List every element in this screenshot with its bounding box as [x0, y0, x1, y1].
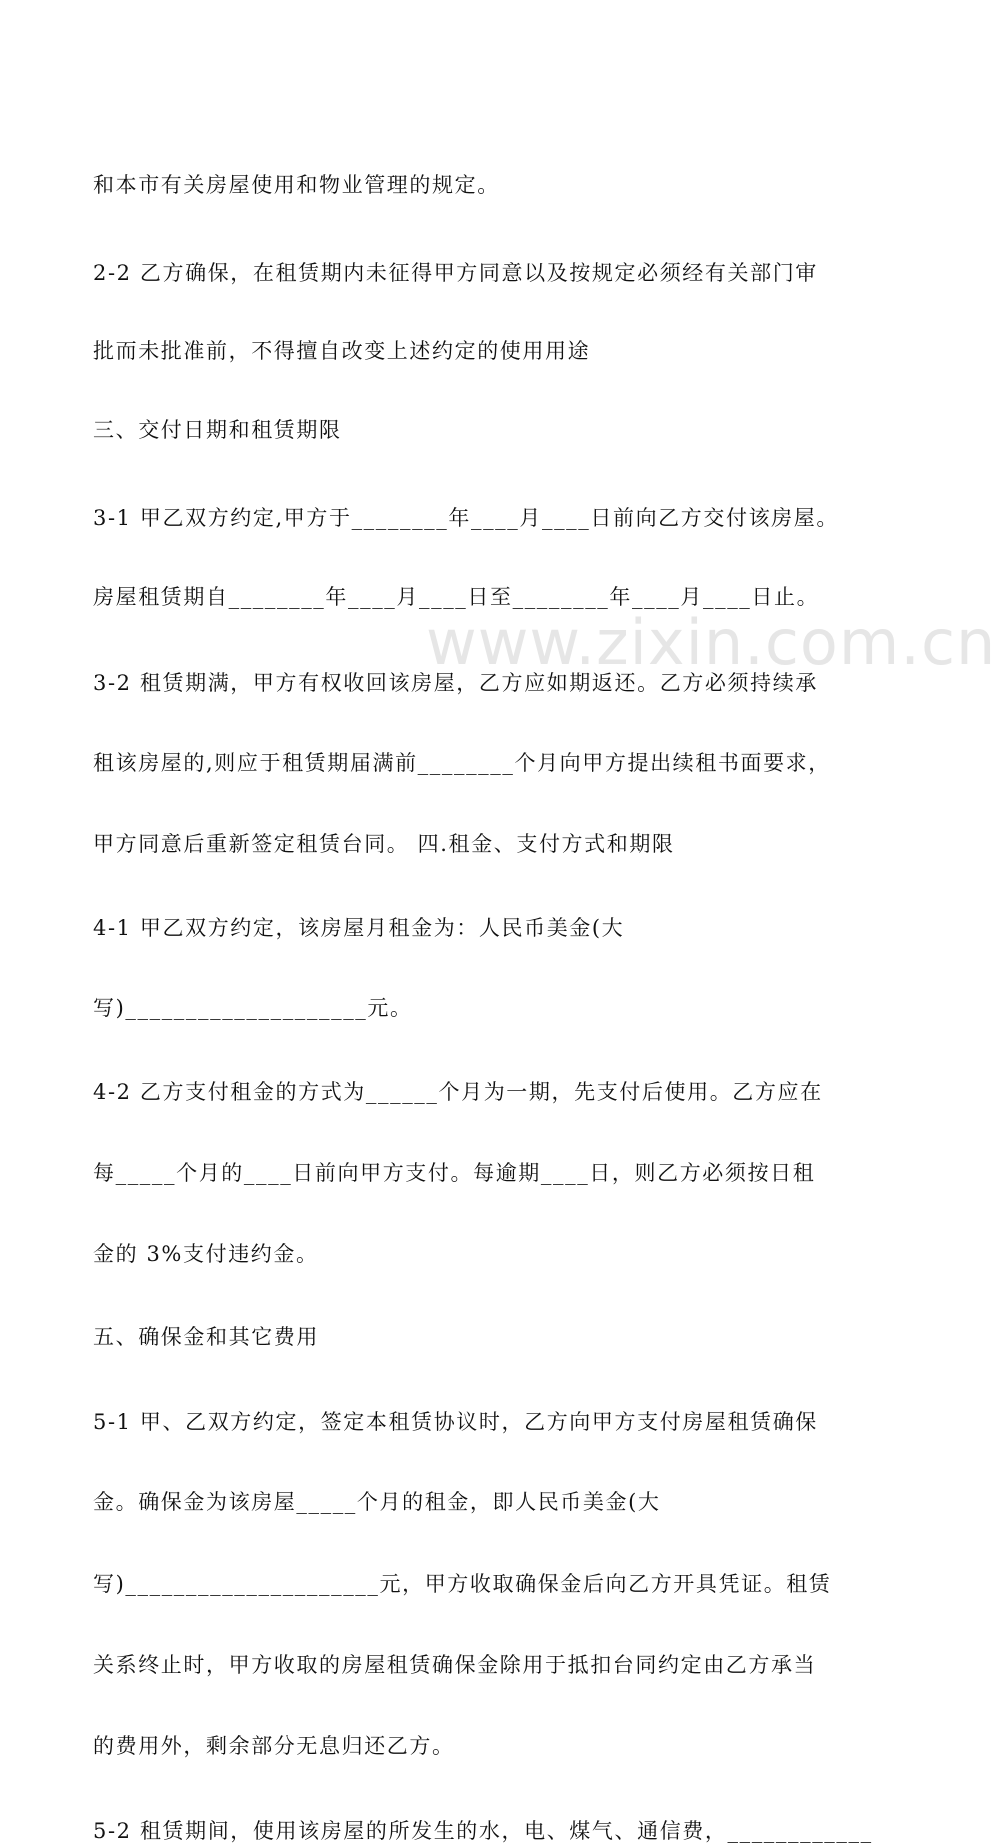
text-line: 2-2 乙方确保，在租赁期内未征得甲方同意以及按规定必须经有关部门审 — [93, 261, 818, 285]
text-line: 5-1 甲、乙双方约定，签定本租赁协议时，乙方向甲方支付房屋租赁确保 — [93, 1410, 818, 1434]
text-line: 关系终止时，甲方收取的房屋租赁确保金除用于抵扣台同约定由乙方承当 — [93, 1653, 817, 1677]
text-line: 4-1 甲乙双方约定，该房屋月租金为：人民币美金(大 — [93, 916, 625, 940]
watermark: www.zixin.com.cn — [426, 606, 996, 679]
text-line: 和本市有关房屋使用和物业管理的规定。 — [93, 173, 500, 197]
section-heading: 三、交付日期和租赁期限 — [93, 418, 342, 442]
text-line: 租该房屋的,则应于租赁期届满前________个月向甲方提出续租书面要求， — [93, 751, 831, 775]
text-line: 房屋租赁期自________年____月____日至________年____月____日止。 — [93, 585, 820, 609]
text-line: 金的 3%支付违约金。 — [93, 1242, 319, 1266]
text-line: 每_____个月的____日前向甲方支付。每逾期____日，则乙方必须按日租 — [93, 1161, 816, 1185]
text-line: 4-2 乙方支付租金的方式为______个月为一期，先支付后使用。乙方应在 — [93, 1080, 823, 1104]
text-line: 5-2 租赁期间，使用该房屋的所发生的水，电、煤气、通信费，____________ — [93, 1819, 873, 1843]
text-line: 的费用外，剩余部分无息归还乙方。 — [93, 1734, 455, 1758]
text-line: 批而未批准前，不得擅自改变上述约定的使用用途 — [93, 339, 591, 363]
section-heading: 五、确保金和其它费用 — [93, 1325, 319, 1349]
text-line: 金。确保金为该房屋_____个月的租金，即人民币美金(大 — [93, 1490, 661, 1514]
text-line: 写)____________________元。 — [93, 996, 413, 1020]
text-line: 甲方同意后重新签定租赁台同。 四.租金、支付方式和期限 — [93, 832, 675, 856]
text-line: 写)_____________________元，甲方收取确保金后向乙方开具凭证。租赁 — [93, 1572, 832, 1596]
text-line: 3-2 租赁期满，甲方有权收回该房屋，乙方应如期返还。乙方必须持续承 — [93, 671, 818, 695]
text-line: 3-1 甲乙双方约定,甲方于________年____月____日前向乙方交付该房屋。 — [93, 506, 839, 530]
